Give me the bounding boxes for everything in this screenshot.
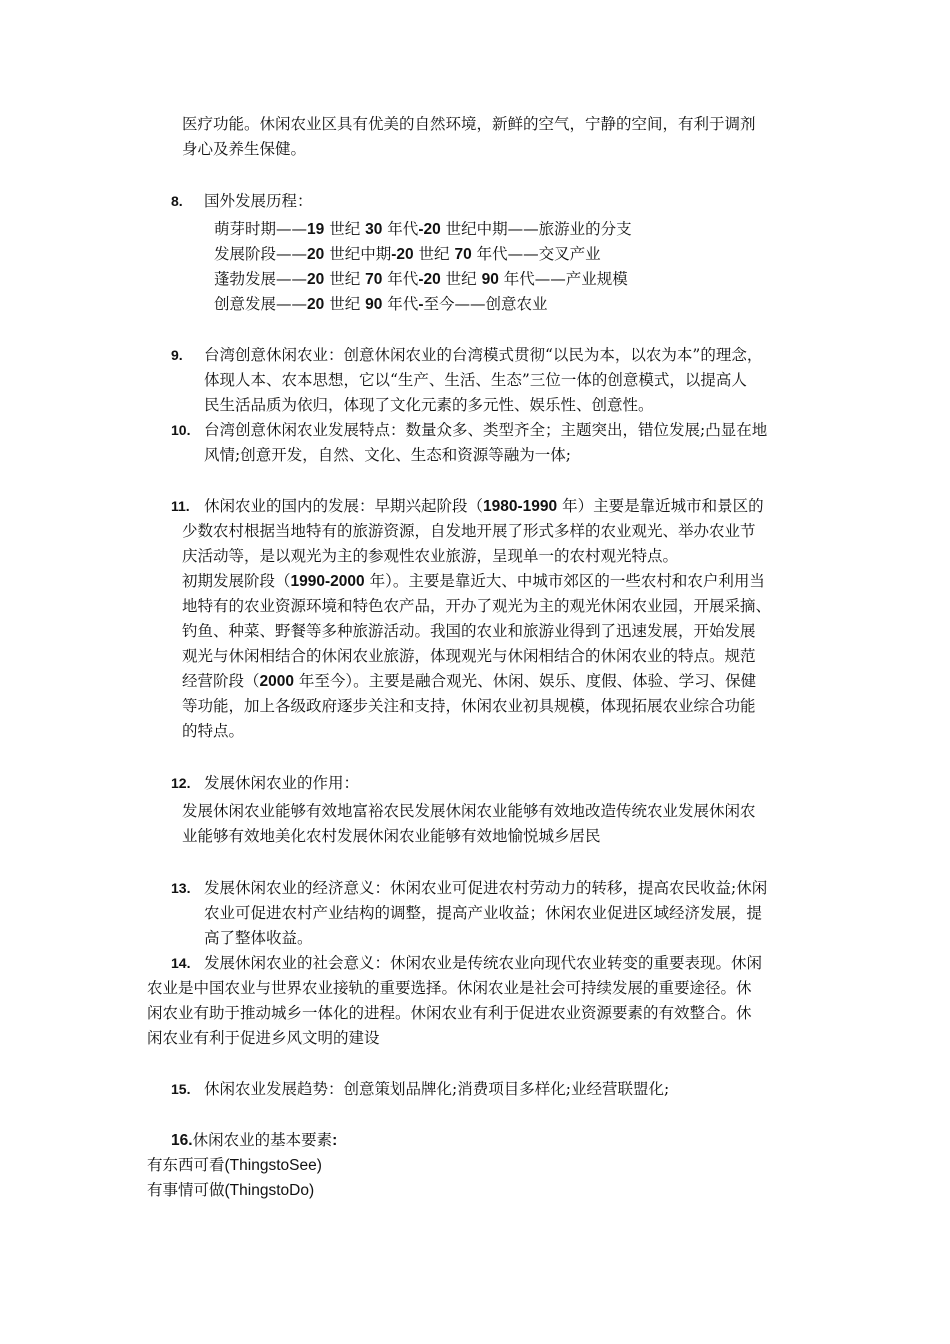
paragraph-line: 地特有的农业资源环境和特色农产品，开办了观光为主的观光休闲农业园，开展采摘、 [182, 597, 772, 615]
timeline-row: 蓬勃发展——20 世纪 70 年代-20 世纪 90 年代——产业规模 [214, 270, 628, 288]
paragraph-line: 休闲农业发展趋势：创意策划品牌化;消费项目多样化;业经营联盟化; [204, 1080, 670, 1098]
item-number: 8. [171, 193, 183, 209]
list-item: 有事情可做(ThingstoDo) [147, 1181, 315, 1199]
paragraph-line: 体现人本、农本思想，它以“生产、生活、生态”三位一体的创意模式，以提高人 [204, 371, 747, 389]
paragraph-line: 农业是中国农业与世界农业接轨的重要选择。休闲农业是社会可持续发展的重要途径。休 [147, 979, 752, 997]
list-item: 有东西可看(ThingstoSee) [147, 1156, 322, 1174]
item-number: 15. [171, 1081, 191, 1097]
paragraph-line: 发展休闲农业的社会意义：休闲农业是传统农业向现代农业转变的重要表现。休闲 [204, 954, 763, 972]
paragraph-line: 台湾创意休闲农业：创意休闲农业的台湾模式贯彻“以民为本，以农为本”的理念， [204, 346, 763, 364]
paragraph-line: 庆活动等，是以观光为主的参观性农业旅游，呈现单一的农村观光特点。 [182, 547, 679, 565]
section-title: 国外发展历程： [204, 192, 313, 210]
section-title: 发展休闲农业的作用： [204, 774, 360, 792]
paragraph-line: 少数农村根据当地特有的旅游资源，自发地开展了形式多样的农业观光、举办农业节 [182, 522, 756, 540]
paragraph-line: 发展休闲农业的经济意义：休闲农业可促进农村劳动力的转移，提高农民收益;休闲 [204, 879, 768, 897]
paragraph-line: 农业可促进农村产业结构的调整，提高产业收益；休闲农业促进区域经济发展，提 [204, 904, 763, 922]
paragraph-line: 钓鱼、种菜、野餐等多种旅游活动。我国的农业和旅游业得到了迅速发展，开始发展 [182, 622, 756, 640]
paragraph-line: 身心及养生保健。 [182, 140, 307, 158]
item-number: 9. [171, 347, 183, 363]
paragraph-line: 的特点。 [182, 722, 245, 740]
paragraph-line: 等功能，加上各级政府逐步关注和支持，休闲农业初具规模，体现拓展农业综合功能 [182, 697, 756, 715]
paragraph-line: 休闲农业的国内的发展：早期兴起阶段（1980-1990 年）主要是靠近城市和景区的 [204, 497, 764, 515]
item-number: 10. [171, 422, 191, 438]
paragraph-line: 观光与休闲相结合的休闲农业旅游，体现观光与休闲相结合的休闲农业的特点。规范 [182, 647, 756, 665]
item-number: 14. [171, 955, 191, 971]
paragraph-line: 经营阶段（2000 年至今）。主要是融合观光、休闲、娱乐、度假、体验、学习、保健 [182, 672, 757, 690]
timeline-row: 创意发展——20 世纪 90 年代-至今——创意农业 [214, 295, 548, 313]
paragraph-line: 闲农业有利于促进乡风文明的建设 [147, 1029, 380, 1047]
paragraph-line: 业能够有效地美化农村发展休闲农业能够有效地愉悦城乡居民 [182, 827, 601, 845]
paragraph-line: 初期发展阶段（1990-2000 年）。主要是靠近大、中城市郊区的一些农村和农户利用当 [182, 572, 765, 590]
paragraph-line: 闲农业有助于推动城乡一体化的进程。休闲农业有利于促进农业资源要素的有效整合。休 [147, 1004, 752, 1022]
paragraph-line: 台湾创意休闲农业发展特点：数量众多、类型齐全；主题突出，错位发展;凸显在地 [204, 421, 768, 439]
paragraph-line: 民生活品质为依归，体现了文化元素的多元性、娱乐性、创意性。 [204, 396, 654, 414]
item-number: 12. [171, 775, 191, 791]
item-number: 11. [171, 498, 190, 514]
timeline-row: 发展阶段——20 世纪中期-20 世纪 70 年代——交叉产业 [214, 245, 601, 263]
section-title: 16.休闲农业的基本要素: [171, 1131, 338, 1149]
paragraph-line: 风情;创意开发，自然、文化、生态和资源等融为一体; [204, 446, 571, 464]
item-number: 13. [171, 880, 191, 896]
paragraph-line: 高了整体收益。 [204, 929, 313, 947]
timeline-row: 萌芽时期——19 世纪 30 年代-20 世纪中期——旅游业的分支 [214, 220, 632, 238]
paragraph-line: 医疗功能。休闲农业区具有优美的自然环境，新鲜的空气，宁静的空间，有利于调剂 [182, 115, 756, 133]
paragraph-line: 发展休闲农业能够有效地富裕农民发展休闲农业能够有效地改造传统农业发展休闲农 [182, 802, 756, 820]
